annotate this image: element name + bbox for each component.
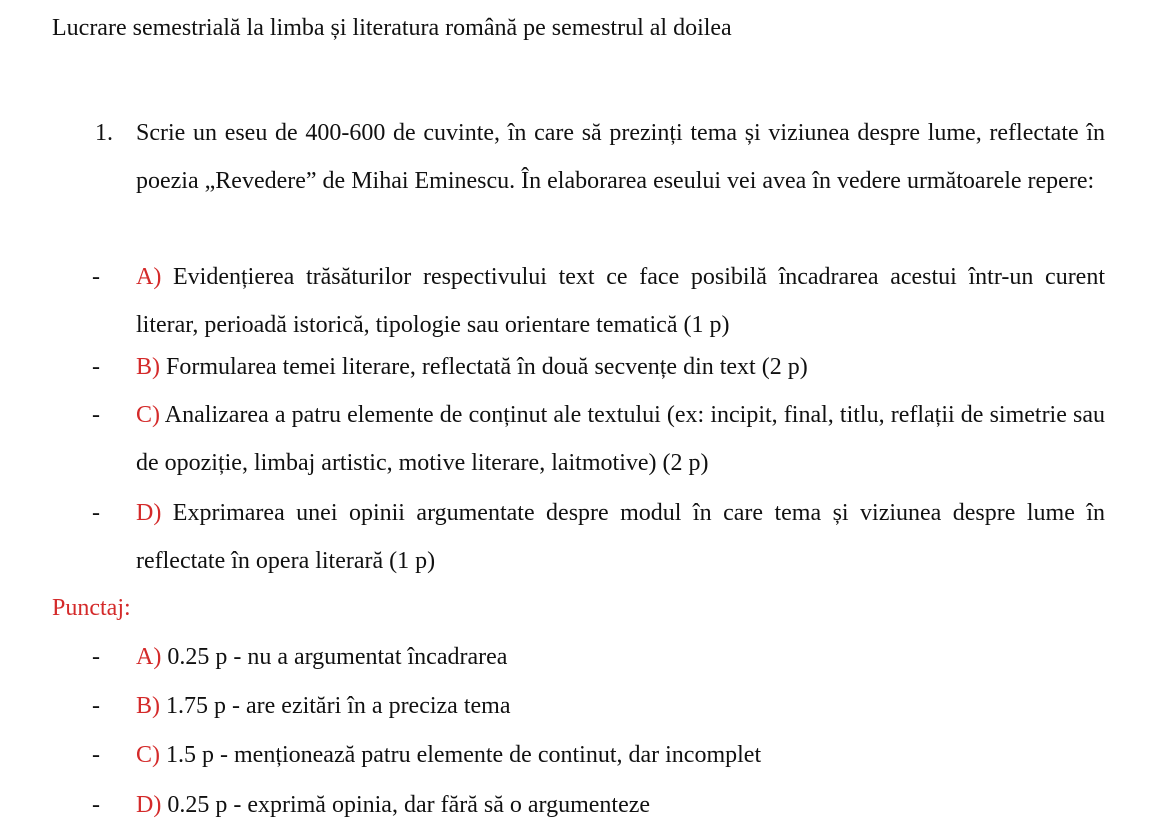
criterion-c <box>92 391 1105 487</box>
score-c <box>92 731 1105 779</box>
criterion-a <box>92 253 1105 349</box>
score-body: 1.5 p - menționează patru elemente de continut, dar incomplet <box>160 742 762 768</box>
score-letter: C) <box>136 742 160 768</box>
score-letter: A) <box>136 644 162 670</box>
score-letter: D) <box>136 792 162 818</box>
criterion-text <box>136 253 1105 349</box>
criterion-body: Exprimarea unei opinii argumentate despre modul în care tema și viziunea despre lume în reflectate în opera literară (1 p) <box>136 500 1105 574</box>
criterion-text <box>136 489 1105 585</box>
score-b <box>92 682 1105 730</box>
criterion-letter: A) <box>136 264 162 290</box>
document-title: Lucrare semestrială la limba și literatura română pe semestrul al doilea <box>52 15 732 41</box>
bullet-dash: - <box>92 693 100 719</box>
score-letter: B) <box>136 693 160 719</box>
bullet-dash: - <box>92 792 100 818</box>
bullet-dash: - <box>92 402 100 428</box>
score-body: 1.75 p - are ezitări în a preciza tema <box>160 693 511 719</box>
bullet-dash: - <box>92 264 100 290</box>
score-a <box>92 633 1105 681</box>
score-text <box>136 781 1105 829</box>
score-body: 0.25 p - nu a argumentat încadrarea <box>161 644 508 670</box>
criterion-letter: D) <box>136 500 162 526</box>
task-number: 1. <box>95 120 113 146</box>
score-text <box>136 682 1105 730</box>
criterion-body: Analizarea a patru elemente de conținut ale textului (ex: incipit, final, titlu, reflații de simetrie sau de opoziție, limbaj artistic, motive literare, laitmotive) (2 p) <box>136 402 1105 476</box>
score-body: 0.25 p - exprimă opinia, dar fără să o argumenteze <box>161 792 651 818</box>
criterion-letter: B) <box>136 354 160 380</box>
task-1 <box>95 109 1105 205</box>
bullet-dash: - <box>92 354 100 380</box>
criterion-b <box>92 343 1105 391</box>
bullet-dash: - <box>92 644 100 670</box>
score-text <box>136 731 1105 779</box>
criterion-text <box>136 343 1105 391</box>
task-text: Scrie un eseu de 400-600 de cuvinte, în care să prezinți tema și viziunea despre lume, reflectate în poezia „Revedere” de Mihai Eminescu. În elaborarea eseului vei avea în vedere următoarele repere: <box>136 120 1105 194</box>
criterion-d <box>92 489 1105 585</box>
bullet-dash: - <box>92 500 100 526</box>
criterion-text <box>136 391 1105 487</box>
score-text <box>136 633 1105 681</box>
criterion-letter: C) <box>136 402 160 428</box>
score-heading: Punctaj: <box>52 595 131 621</box>
criterion-body: Formularea temei literare, reflectată în două secvențe din text (2 p) <box>160 354 808 380</box>
criterion-body: Evidențierea trăsăturilor respectivului text ce face posibilă încadrarea acestui într-un curent literar, perioadă istorică, tipologie sau orientare tematică (1 p) <box>136 264 1105 338</box>
score-d <box>92 781 1105 829</box>
bullet-dash: - <box>92 742 100 768</box>
